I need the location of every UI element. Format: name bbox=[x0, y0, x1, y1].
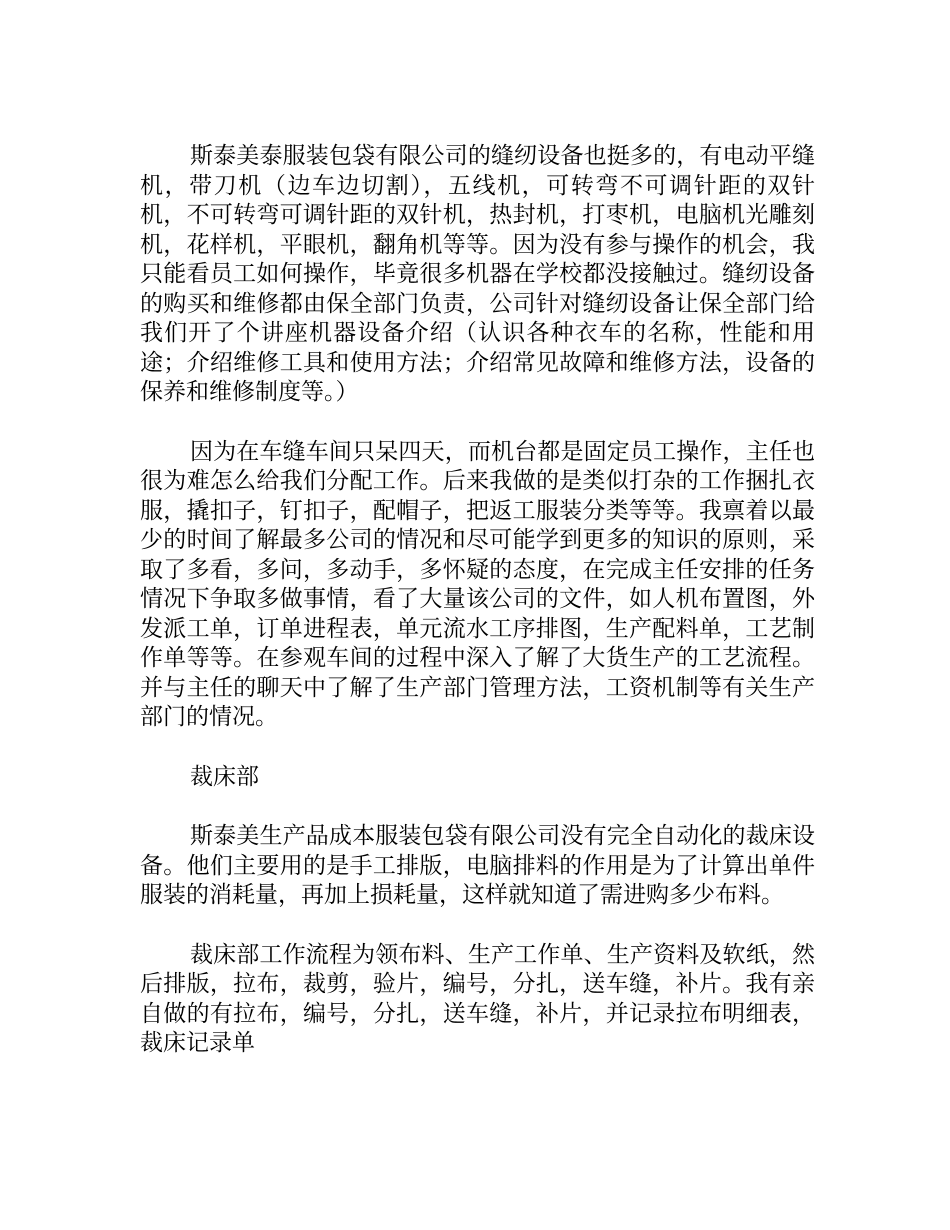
section-heading-cutting-department: 裁床部 bbox=[190, 763, 259, 790]
paragraph-workshop-work: 因为在车缝车间只呆四天，而机台都是固定员工操作，主任也很为难怎么给我们分配工作。后来我做的是类似打杂的工作捆扎衣服，撬扣子，钉扣子，配帽子，把返工服装分类等等。我禀着以最少的时间了解最多公司的情况和尽可能学到更多的知识的原则，采取了多看，多问，多动手，多怀疑的态度，在完成主任安排的任务情况下争取多做事情，看了大量该公司的文件，如人机布置图，外发派工单，订单进程表，单元流水工序排图，生产配料单，工艺制作单等等。在参观车间的过程中深入了解了大货生产的工艺流程。并与主任的聊天中了解了生产部门管理方法，工资机制等有关生产部门的情况。 bbox=[140, 438, 815, 730]
paragraph-cutting-equipment: 斯泰美生产品成本服装包袋有限公司没有完全自动化的裁床设备。他们主要用的是手工排版，电脑排料的作用是为了计算出单件服装的消耗量，再加上损耗量，这样就知道了需进购多少布料。 bbox=[140, 823, 815, 908]
paragraph-cutting-workflow: 裁床部工作流程为领布料、生产工作单、生产资料及软纸，然后排版，拉布，裁剪，验片，编号，分扎，送车缝，补片。我有亲自做的有拉布，编号，分扎，送车缝，补片，并记录拉布明细表，裁床记录单 bbox=[140, 941, 815, 1056]
document-page bbox=[140, 142, 815, 1089]
paragraph-sewing-equipment: 斯泰美泰服装包袋有限公司的缝纫设备也挺多的，有电动平缝机，带刀机（边车边切割），五线机，可转弯不可调针距的双针机，不可转弯可调针距的双针机，热封机，打枣机，电脑机光雕刻机，花样机，平眼机，翻角机等等。因为没有参与操作的机会，我只能看员工如何操作，毕竟很多机器在学校都没接触过。缝纫设备的购买和维修都由保全部门负责，公司针对缝纫设备让保全部门给我们开了个讲座机器设备介绍（认识各种衣车的名称，性能和用途；介绍维修工具和使用方法；介绍常见故障和维修方法，设备的保养和维修制度等。） bbox=[140, 143, 815, 405]
